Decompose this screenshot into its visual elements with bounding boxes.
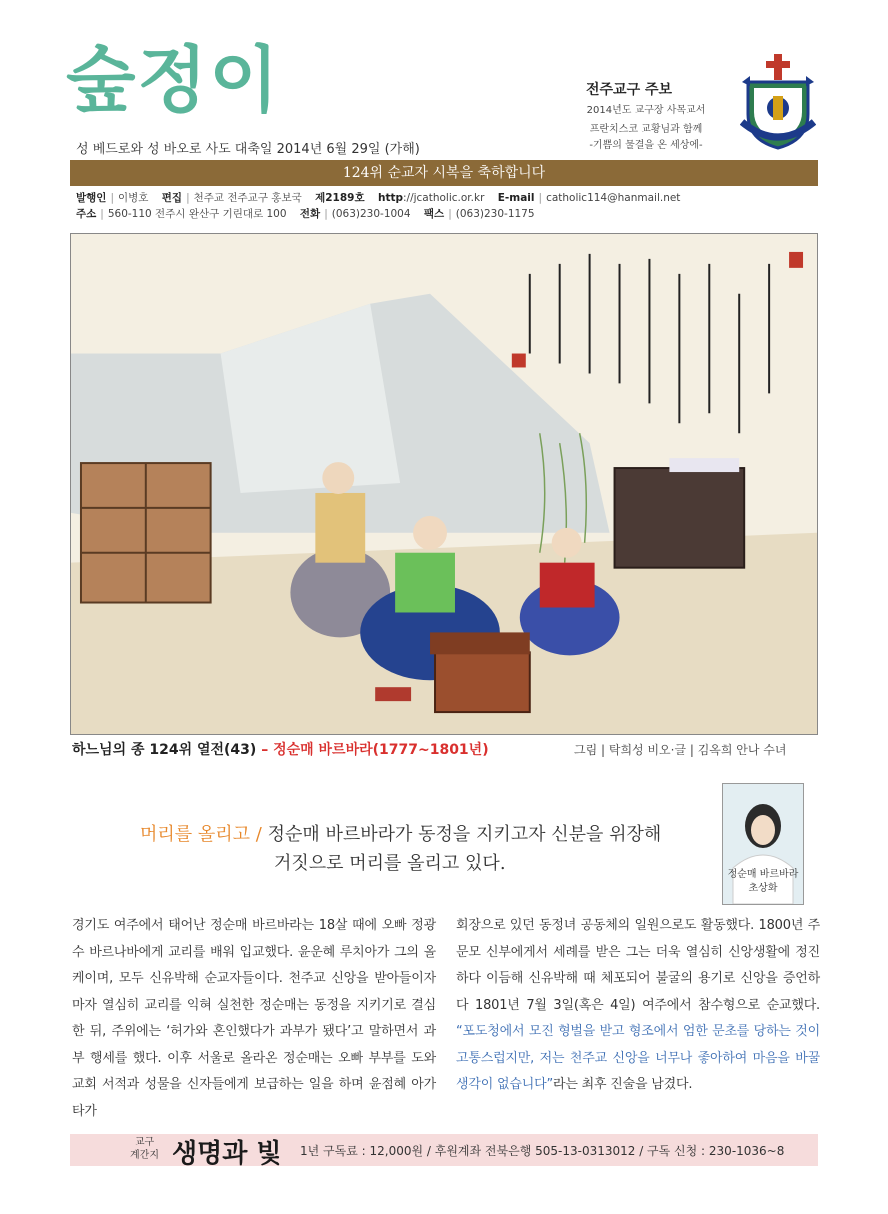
quarterly-logo: 생명과 빛 bbox=[172, 1139, 282, 1169]
masthead-title: 숲정이 bbox=[66, 37, 281, 122]
phone-label: 전화 bbox=[299, 208, 321, 220]
phone-value: (063)230-1004 bbox=[331, 208, 411, 220]
dateline: 성 베드로와 성 바오로 사도 대축일 2014년 6월 29일 (가해) bbox=[76, 142, 420, 157]
subscription-info: 1년 구독료 : 12,000원 / 후원계좌 전북은행 505-13-0313012 / 구독 신청 : 230-1036~8 bbox=[300, 1144, 785, 1158]
article-column-1: 경기도 여주에서 태어난 정순매 바르바라는 18살 때에 오빠 정광수 바르나바에게 교리를 배워 입교했다. 윤운혜 루치아가 그의 올케이며, 모두 신유박해 순교자들이다. 천주교 신앙을 받아들이자마자 열심히 교리를 익혀 실천한 정순매는 동정을 지키기로 결심한 뒤, 주위에는 ‘허가와 혼인했다가 과부가 됐다’고 말하면서 과부 행세를 했다. 이후 서울로 올라온 정순매는 오빠 부부를 도와 교회 서적과 성물을 신자들에게 보급하는 일을 하며 윤점혜 아가타가 bbox=[72, 918, 436, 1119]
martyr-name: 정순매 바르바라(1777~1801년) bbox=[273, 742, 489, 758]
publisher-info-line-2: 주소 | 560-110 전주시 완산구 기린대로 100 전화 | (063)230-1004 팩스 | (063)230-1175 bbox=[76, 208, 535, 220]
address-label: 주소 bbox=[76, 208, 97, 220]
martyr-painting-image bbox=[70, 233, 818, 735]
email-link[interactable]: catholic114@hanmail.net bbox=[546, 192, 681, 204]
issue-number: 제2189호 bbox=[315, 192, 365, 204]
pastoral-motto-line: -기쁨의 물결을 온 세상에- bbox=[589, 140, 703, 151]
quarterly-label bbox=[130, 1136, 159, 1162]
subhead-line-2: 거짓으로 머리를 올리고 있다. bbox=[274, 853, 506, 874]
quarterly-label-2: 계간지 bbox=[130, 1150, 159, 1161]
address-value: 560-110 전주시 완산구 기린대로 100 bbox=[107, 208, 287, 220]
quarterly-label-1: 교구 bbox=[134, 1137, 155, 1148]
publisher-name: 이병호 bbox=[117, 192, 149, 204]
column-2-text: 회장으로 있던 동정녀 공동체의 일원으로도 활동했다. 1800년 주문모 신부에게서 세례를 받은 그는 더욱 열심히 신앙생활에 정진하다 이듬해 신유박해 때 체포되어 불굴의 용기로 신앙을 증언하다 1801년 7월 3일(혹은 4일) 여주에서 참수형으로 순교했다. bbox=[456, 918, 820, 1013]
pastoral-letter-line: 2014년도 교구장 사목교서 bbox=[586, 105, 706, 116]
publisher-info-line-1: 발행인 | 이병호 편집 | 천주교 전주교구 홍보국 제2189호 http://jcatholic.or.kr E-mail | catholic114@hanmail.net bbox=[76, 192, 681, 204]
publication-name: 전주교구 주보 bbox=[586, 82, 673, 98]
credit-line: 그림 | 탁희성 비오·글 | 김옥희 안나 수녀 bbox=[574, 743, 787, 757]
website-link[interactable]: ://jcatholic.or.kr bbox=[403, 192, 485, 204]
caption-dash: – bbox=[256, 742, 274, 758]
subhead-lead: 머리를 올리고 / bbox=[140, 824, 262, 845]
canonization-banner: 124위 순교자 시복을 축하합니다 bbox=[70, 160, 818, 186]
http-label: http bbox=[377, 192, 403, 204]
article-column-2 bbox=[456, 913, 820, 1099]
series-title: 하느님의 종 124위 열전(43) bbox=[72, 742, 257, 758]
fax-label: 팩스 bbox=[423, 208, 445, 220]
diocese-crest-icon bbox=[740, 52, 816, 152]
article-caption bbox=[72, 739, 489, 759]
article-subhead bbox=[140, 821, 661, 849]
martyr-quote: “포도청에서 모진 형벌을 받고 형조에서 엄한 문초를 당하는 것이 고통스럽지만, 저는 천주교 신앙을 너무나 좋아하여 마음을 바꿀 생각이 없습니다” bbox=[456, 1024, 820, 1092]
editor-name: 천주교 전주교구 홍보국 bbox=[193, 192, 302, 204]
editor-label: 편집 bbox=[161, 192, 183, 204]
portrait-caption-name: 정순매 바르바라 bbox=[727, 869, 799, 880]
publisher-label: 발행인 bbox=[76, 192, 107, 204]
email-label: E-mail bbox=[497, 192, 535, 204]
subhead-line-1: 정순매 바르바라가 동정을 지키고자 신분을 위장해 bbox=[261, 824, 662, 845]
portrait-caption bbox=[722, 868, 804, 896]
fax-value: (063)230-1175 bbox=[455, 208, 535, 220]
portrait-caption-label: 초상화 bbox=[748, 883, 778, 894]
column-2-ending: 라는 최후 진술을 남겼다. bbox=[552, 1077, 693, 1092]
pastoral-theme-line: 프란치스코 교황님과 함께 bbox=[589, 124, 703, 135]
